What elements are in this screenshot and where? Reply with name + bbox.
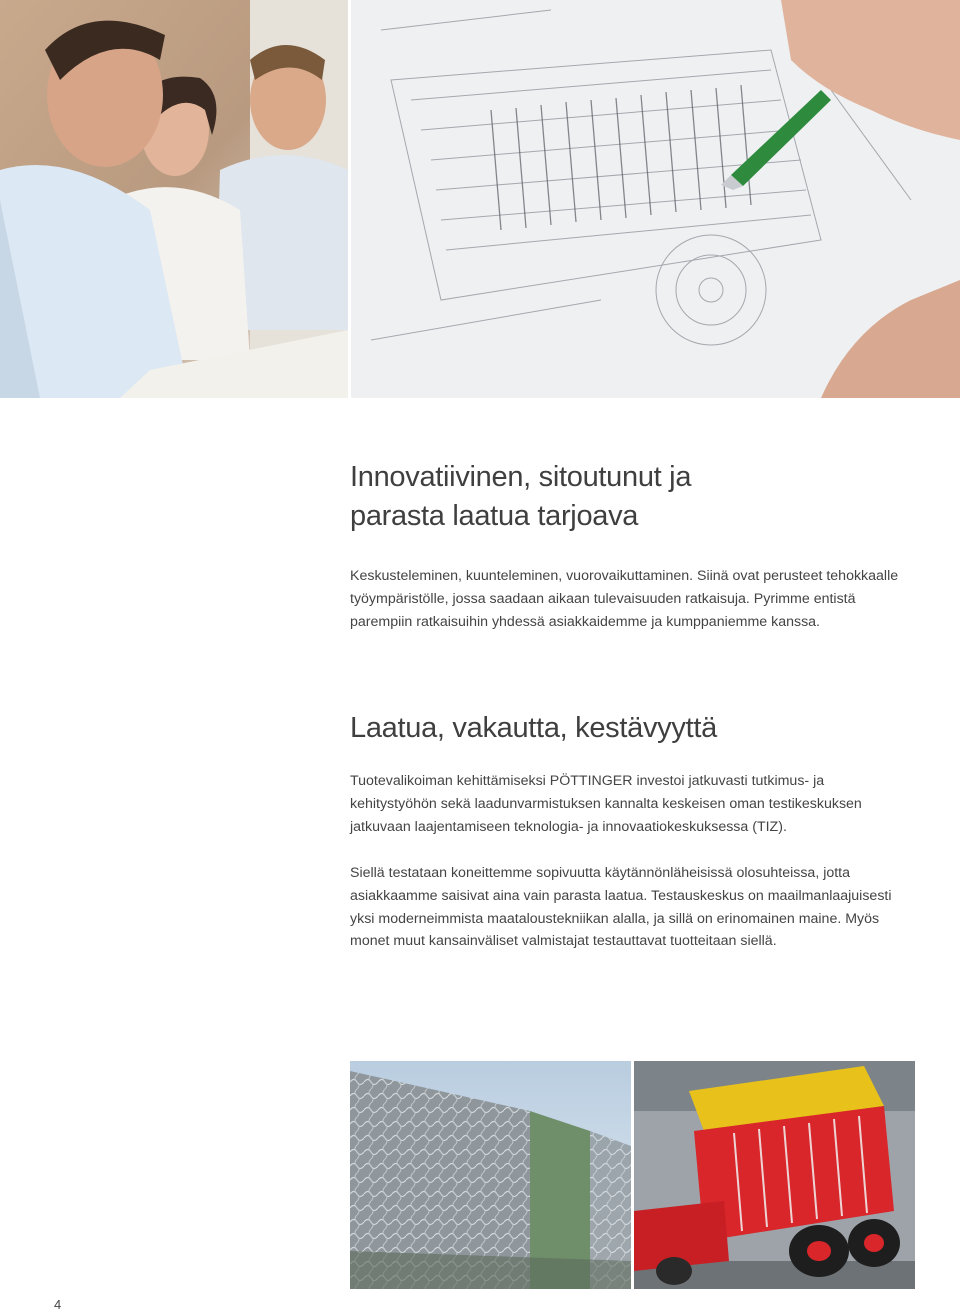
building-photo-illustration — [350, 1061, 631, 1289]
quality-paragraph-1: Tuotevalikoiman kehittämiseksi PÖTTINGER investoi jatkuvasti tutkimus- ja kehitystyöhön sekä laadunvarmistuksen kannalta keskeisen oman testikeskuksen jatkuvaan laajentamiseen teknologia- ja innovaatiokeskuksessa (TIZ). — [350, 773, 862, 835]
wagon-photo-illustration — [634, 1061, 915, 1289]
heading-1-line-2: parasta laatua tarjoava — [350, 500, 639, 532]
page-number: 4 — [54, 1297, 62, 1312]
drawing-photo-illustration — [351, 0, 960, 398]
photo-loader-wagon — [634, 1061, 915, 1289]
photo-building-facade — [350, 1061, 631, 1289]
section-2-heading: Laatua, vakautta, kestävyyttä — [350, 712, 717, 744]
photo-technical-drawing — [351, 0, 960, 398]
people-photo-illustration — [0, 0, 348, 398]
quality-paragraph-2: Siellä testataan koneittemme sopivuutta käytännönläheisissä olosuhteissa, jotta asiakkaamme saisivat aina vain parasta laatua. Testauskeskus on maailmanlaajuisesti yksi moderneimmista maataloustekniikan alalla, ja sillä on erinomainen maine. Myös monet muut kansainväliset valmistajat testauttavat tuotteitaan siellä. — [350, 865, 892, 950]
intro-paragraph: Keskusteleminen, kuunteleminen, vuorovaikuttaminen. Siinä ovat perusteet tehokkaalle työympäristölle, jossa saadaan aikaan tulevaisuuden ratkaisuja. Pyrimme entistä parempiin ratkaisuihin yhdessä asiakkaidemme ja kumppaniemme kanssa. — [350, 568, 899, 630]
section-1-heading — [350, 458, 790, 536]
photo-people-meeting — [0, 0, 348, 398]
heading-1-line-1: Innovatiivinen, sitoutunut ja — [350, 461, 692, 493]
